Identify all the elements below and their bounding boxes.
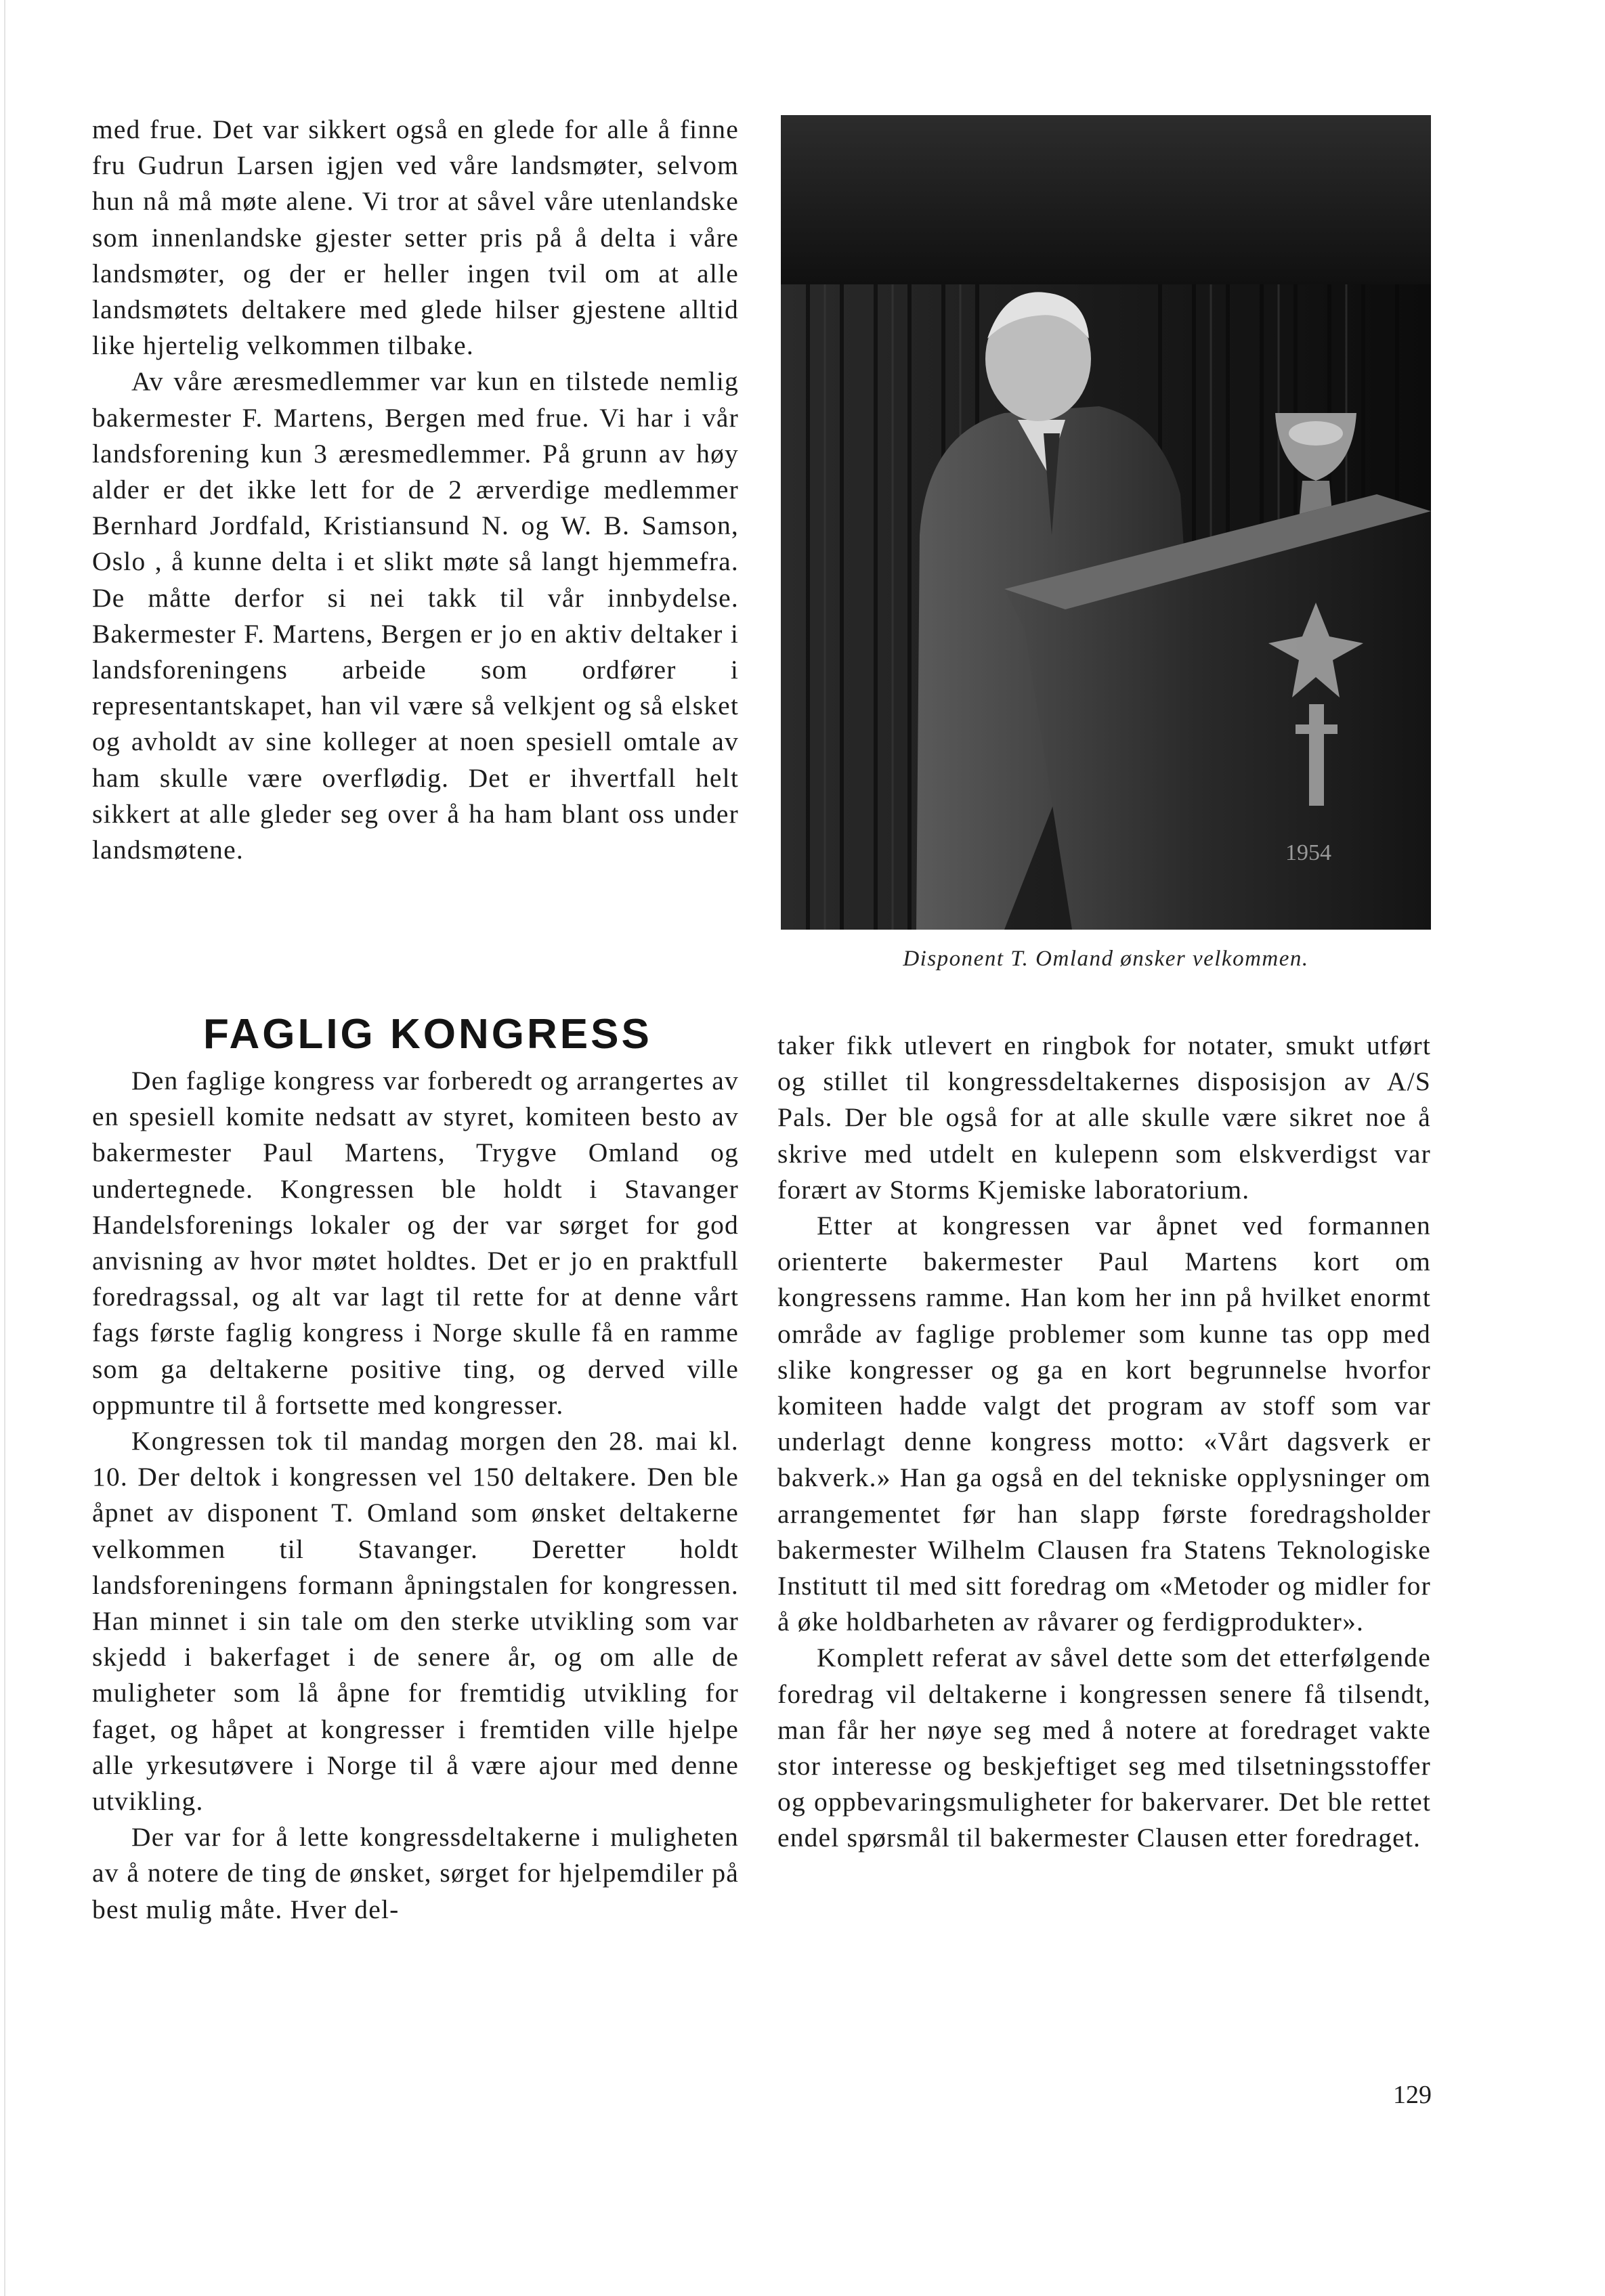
- page-number: 129: [1393, 2081, 1432, 2109]
- lectern-emblem-year: 1954: [1285, 840, 1331, 865]
- paragraph: Av våre æresmedlemmer var kun en tilstede nemlig bakermester F. Martens, Bergen med frue. Vi har i vår landsforening kun 3 æresmedlemmer. På grunn av høy alder er det ikke lett for de 2 ærverdige medlemmer Bernhard Jordfald, Kristiansund N. og W. B. Samson, Oslo , å kunne delta i et slikt møte så langt hjemmefra. De måtte derfor si nei takk til vår innbydelse. Bakermester F. Martens, Bergen er jo en aktiv deltaker i landsforeningens arbeide som ordfører i representantskapet, han vil være så velkjent og så elsket og avholdt av sine kolleger at noen spesiell omtale av ham skulle være overflødig. Det er ihvertfall helt sikkert at alle gleder seg over å ha ham blant oss under landsmøtene.: [92, 366, 739, 865]
- scan-edge-shadow: [4, 0, 5, 2296]
- speaker-photo: [781, 115, 1431, 930]
- paragraph: Kongressen tok til mandag morgen den 28. mai kl. 10. Der deltok i kongressen vel 150 deltakere. Den ble åpnet av disponent T. Omland som ønsket deltakerne velkommen til Stavanger. Deretter holdt landsforeningens formann åpningstalen for kongressen. Han minnet i sin tale om den sterke utvikling som var skjedd i bakerfaget i de senere år, og om alle de muligheter som lå åpne for fremtidig utvikling for faget, og håpet at kongresser i fremtiden ville hjelpe alle yrkesutøvere i Norge til å være ajour med denne utvikling.: [92, 1426, 739, 1817]
- bottom-left-column: [92, 1063, 739, 1928]
- paragraph: med frue. Det var sikkert også en glede for alle å finne fru Gudrun Larsen igjen ved våre landsmøter, selvom hun nå må møte alene. Vi tror at såvel våre utenlandske som innenlandske gjester setter pris på å delta i våre landsmøter, og der er heller ingen tvil om at alle landsmøtets deltakere med glede hilser gjestene alltid like hjertelig velkommen tilbake.: [92, 114, 739, 361]
- section-heading: FAGLIG KONGRESS: [203, 1011, 652, 1058]
- paragraph: Komplett referat av såvel dette som det etterfølgende foredrag vil deltakerne i kongressen senere få tilsendt, man får her nøye seg med å notere at foredraget vakte stor interesse og beskjeftiget seg med tilsetningsstoffer og oppbevaringsmuligheter for bakervarer. Det ble rettet endel spørsmål til bakermester Clausen etter foredraget.: [777, 1643, 1431, 1853]
- paragraph: Etter at kongressen var åpnet ved formannen orienterte bakermester Paul Martens kort om kongressens ramme. Han kom her inn på hvilket enormt område av faglige problemer som kunne tas opp med slike kongresser og ga en kort begrunnelse hvorfor komiteen hadde valgt det program av stoff som var underlagt denne kongress motto: «Vårt dagsverk er bakverk.» Han ga også en del tekniske opplysninger om arrangementet før han slapp første foredragsholder bakermester Wilhelm Clausen fra Statens Teknologiske Institutt til med sitt foredrag om «Metoder og midler for å øke holdbarheten av råvarer og ferdigprodukter».: [777, 1211, 1431, 1637]
- photo-illustration: [781, 115, 1431, 930]
- bottom-right-column: [777, 1028, 1431, 1857]
- top-left-column: [92, 112, 739, 868]
- paragraph: taker fikk utlevert en ringbok for notater, smukt utført og stillet til kongressdeltakernes disposisjon av A/S Pals. Der ble også for at alle skulle være sikret noe å skrive med utdelt en kulepenn som elskverdigst var forært av Storms Kjemiske laboratorium.: [777, 1031, 1431, 1205]
- photo-caption: Disponent T. Omland ønsker velkommen.: [903, 947, 1309, 971]
- paragraph: Der var for å lette kongressdeltakerne i muligheten av å notere de ting de ønsket, sørget for hjelpemdiler på best mulig måte. Hver del-: [92, 1822, 739, 1924]
- paragraph: Den faglige kongress var forberedt og arrangertes av en spesiell komite nedsatt av styret, komiteen besto av bakermester Paul Martens, Trygve Omland og undertegnede. Kongressen ble holdt i Stavanger Handelsforenings lokaler og der var sørget for god anvisning av hvor møtet holdtes. Det er jo en praktfull foredragssal, og alt var lagt til rette for at denne vårt fags første faglig kongress i Norge skulle få en ramme som ga deltakerne positive ting, og derved ville oppmuntre til å fortsette med kongresser.: [92, 1066, 739, 1420]
